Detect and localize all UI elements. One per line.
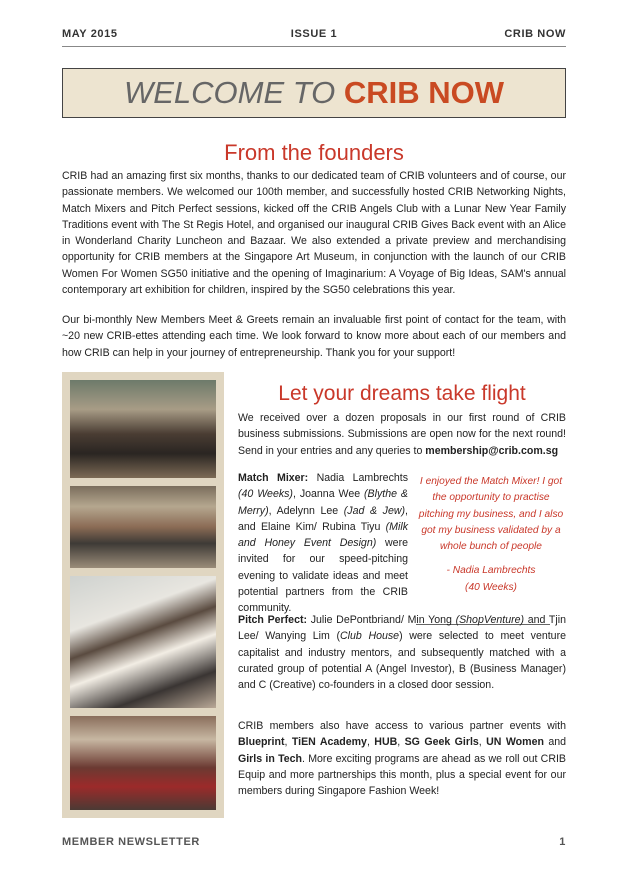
founders-heading: From the founders xyxy=(224,140,404,165)
submissions-paragraph xyxy=(238,410,566,459)
text-run: , xyxy=(366,736,375,749)
text-run: , xyxy=(284,736,292,749)
partner-name: Girls in Tech xyxy=(238,752,303,765)
partner-name: TiEN Academy xyxy=(291,736,367,749)
text-run: and xyxy=(543,736,567,749)
quote-text: I enjoyed the Match Mixer! I got the opportunity to practise pitching my business, and I also got my business validated by a whole bunch of people xyxy=(418,476,564,553)
text-run: , Adelynn Lee xyxy=(268,504,344,517)
text-run: , xyxy=(397,736,405,749)
quote-company: (40 Weeks) xyxy=(465,581,517,593)
auditorium-session-photo xyxy=(70,716,216,810)
footer-label: MEMBER NEWSLETTER xyxy=(62,836,200,848)
text-run: CRIB members also have access to various partner events with xyxy=(238,720,566,732)
text-run: and Tjin Lee/ Wanying Lim ( xyxy=(238,614,566,643)
quote-author: - Nadia Lambrechts xyxy=(446,565,536,577)
issue-date: MAY 2015 xyxy=(62,28,118,40)
jewelry-member-photo xyxy=(70,576,216,708)
text-run: , Joanna Wee xyxy=(292,488,365,501)
partner-name: SG Geek Girls xyxy=(404,736,479,749)
submissions-text: We received over a dozen proposals in our first round of CRIB business submissions. Submissions are open now for the next round! Send in your entries and any queries to xyxy=(238,412,566,457)
partner-name: Blueprint xyxy=(238,736,285,749)
text-run: Nadia Lambrechts xyxy=(308,472,408,484)
match-mixer-label: Match Mixer: xyxy=(238,472,309,484)
page-footer xyxy=(62,836,566,848)
text-run: ) were selected to meet venture capitalist and industry mentors, and subsequently matched with a curated group of potential A (Angel Investor), B (Business Manager) and C (Creative) co-founders in a closed door session. xyxy=(238,630,566,692)
pitch-perfect-paragraph xyxy=(238,612,566,693)
issue-number: ISSUE 1 xyxy=(290,28,338,40)
welcome-banner xyxy=(62,68,566,118)
partner-name: HUB xyxy=(374,736,398,749)
luncheon-photo xyxy=(70,486,216,568)
page-number: 1 xyxy=(559,836,566,848)
partners-paragraph xyxy=(238,718,566,799)
company-name: (Milk and Honey Event Design) xyxy=(238,520,408,550)
membership-email-link[interactable]: membership@crib.com.sg xyxy=(425,444,559,457)
company-name: (Jad & Jew) xyxy=(343,504,406,517)
company-name: (Blythe & Merry) xyxy=(238,488,408,517)
pitch-perfect-label: Pitch Perfect: xyxy=(238,614,308,626)
text-run: , xyxy=(478,736,487,749)
match-mixer-paragraph xyxy=(238,470,408,617)
banner-brand-text: CRIB NOW xyxy=(343,75,505,110)
banner-welcome-text: WELCOME TO xyxy=(123,75,336,110)
page-header xyxy=(62,28,566,44)
text-run: . More exciting programs are ahead as we roll out CRIB Equip and more partnerships this month, plus a special event for our members during Singapore Fashion Week! xyxy=(238,752,566,798)
founders-paragraph-2: Our bi-monthly New Members Meet & Greets remain an invaluable first point of contact for the team, with ~20 new CRIB-ettes attending each time. We look forward to know more about each of our members and how CRIB can help in your journey of entrepreneurship. Thank you for your support! xyxy=(62,314,566,359)
company-name: Club House xyxy=(340,630,400,643)
dreams-heading: Let your dreams take flight xyxy=(278,382,526,405)
text-run: , and Elaine Kim/ Rubina Tiyu xyxy=(238,504,408,533)
partner-name: UN Women xyxy=(486,736,544,749)
header-brand: CRIB NOW xyxy=(504,28,566,40)
header-divider xyxy=(62,46,566,47)
photo-column xyxy=(62,372,224,818)
text-run: Julie DePontbriand/ Min Yong xyxy=(307,614,456,626)
company-name: (ShopVenture) xyxy=(455,614,525,626)
text-run: were invited for our speed-pitching evening to validate ideas and meet potential partners from the CRIB community. xyxy=(238,537,408,615)
testimonial-quote xyxy=(416,474,566,596)
company-name: (40 Weeks) xyxy=(238,488,293,501)
founders-paragraph-1: CRIB had an amazing first six months, thanks to our dedicated team of CRIB volunteers and of course, our passionate members. We welcomed our 100th member, and successfully hosted CRIB Networking Nights, Match Mixers and Pitch Perfect sessions, kicked off the CRIB Angels Club with a Lunar New Year Family Traditions event with The St Regis Hotel, and organised our inaugural CRIB Gives Back event with an Alice in Wonderland Charity Luncheon and Bazaar. We also extended a private preview and merchandising opportunity for CRIB members at the Singapore Art Museum, in conjunction with the launch of our CRIB Women For Women SG50 initiative and the opening of Imaginarium: A Voyage of Big Ideas, SAM's annual contemporary art exhibition for children, inspired by the SG50 celebrations this year. xyxy=(62,170,566,297)
networking-event-photo xyxy=(70,380,216,478)
